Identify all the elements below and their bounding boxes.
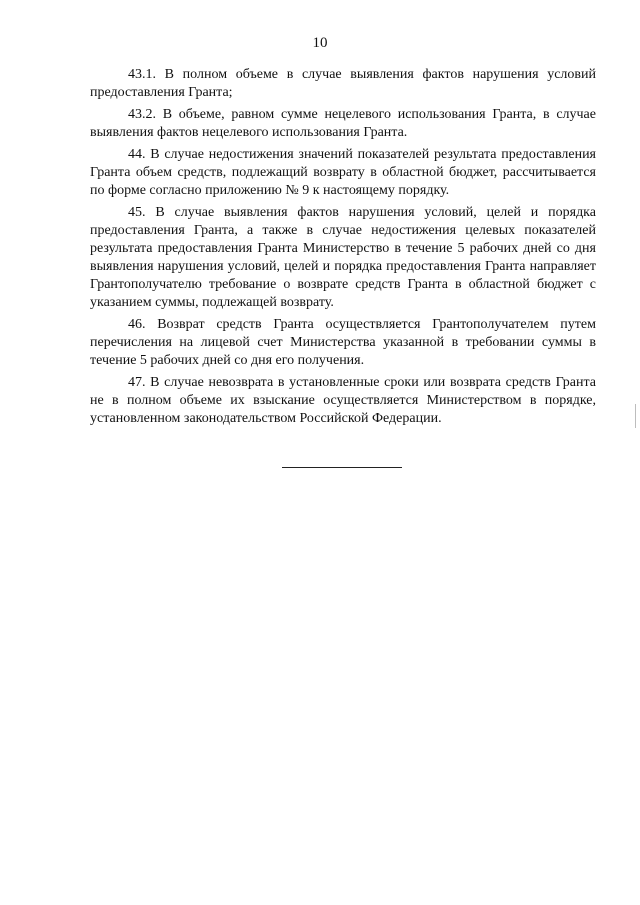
end-divider — [282, 467, 402, 468]
paragraph-44: 44. В случае недостижения значений показателей результата предоставления Гранта объем средств, подлежащий возврату в областной бюджет, рассчитывается по форме согласно приложению № 9 к настоящему порядку. — [90, 147, 596, 198]
document-body — [90, 66, 596, 432]
scan-edge-mark — [635, 404, 636, 428]
page-number: 10 — [312, 35, 328, 51]
paragraph-43-2: 43.2. В объеме, равном сумме нецелевого использования Гранта, в случае выявления фактов нецелевого использования Гранта. — [90, 107, 596, 140]
paragraph-46: 46. Возврат средств Гранта осуществляется Грантополучателем путем перечисления на лицевой счет Министерства указанной в требовании суммы в течение 5 рабочих дней со дня его получения. — [90, 317, 596, 368]
paragraph-47: 47. В случае невозврата в установленные сроки или возврата средств Гранта не в полном объеме их взыскание осуществляется Министерством в порядке, установленном законодательством Российской Федерации. — [90, 375, 596, 426]
paragraph-45: 45. В случае выявления фактов нарушения условий, целей и порядка предоставления Гранта, а также в случае недостижения целевых показателей результата предоставления Гранта Министерство в течение 5 рабочих дней со дня выявления нарушения условий, целей и порядка предоставления Гранта направляет Грантополучателю требование о возврате средств Гранта в областной бюджет с указанием суммы, подлежащей возврату. — [90, 205, 596, 310]
paragraph-43-1: 43.1. В полном объеме в случае выявления фактов нарушения условий предоставления Гранта; — [90, 67, 596, 100]
